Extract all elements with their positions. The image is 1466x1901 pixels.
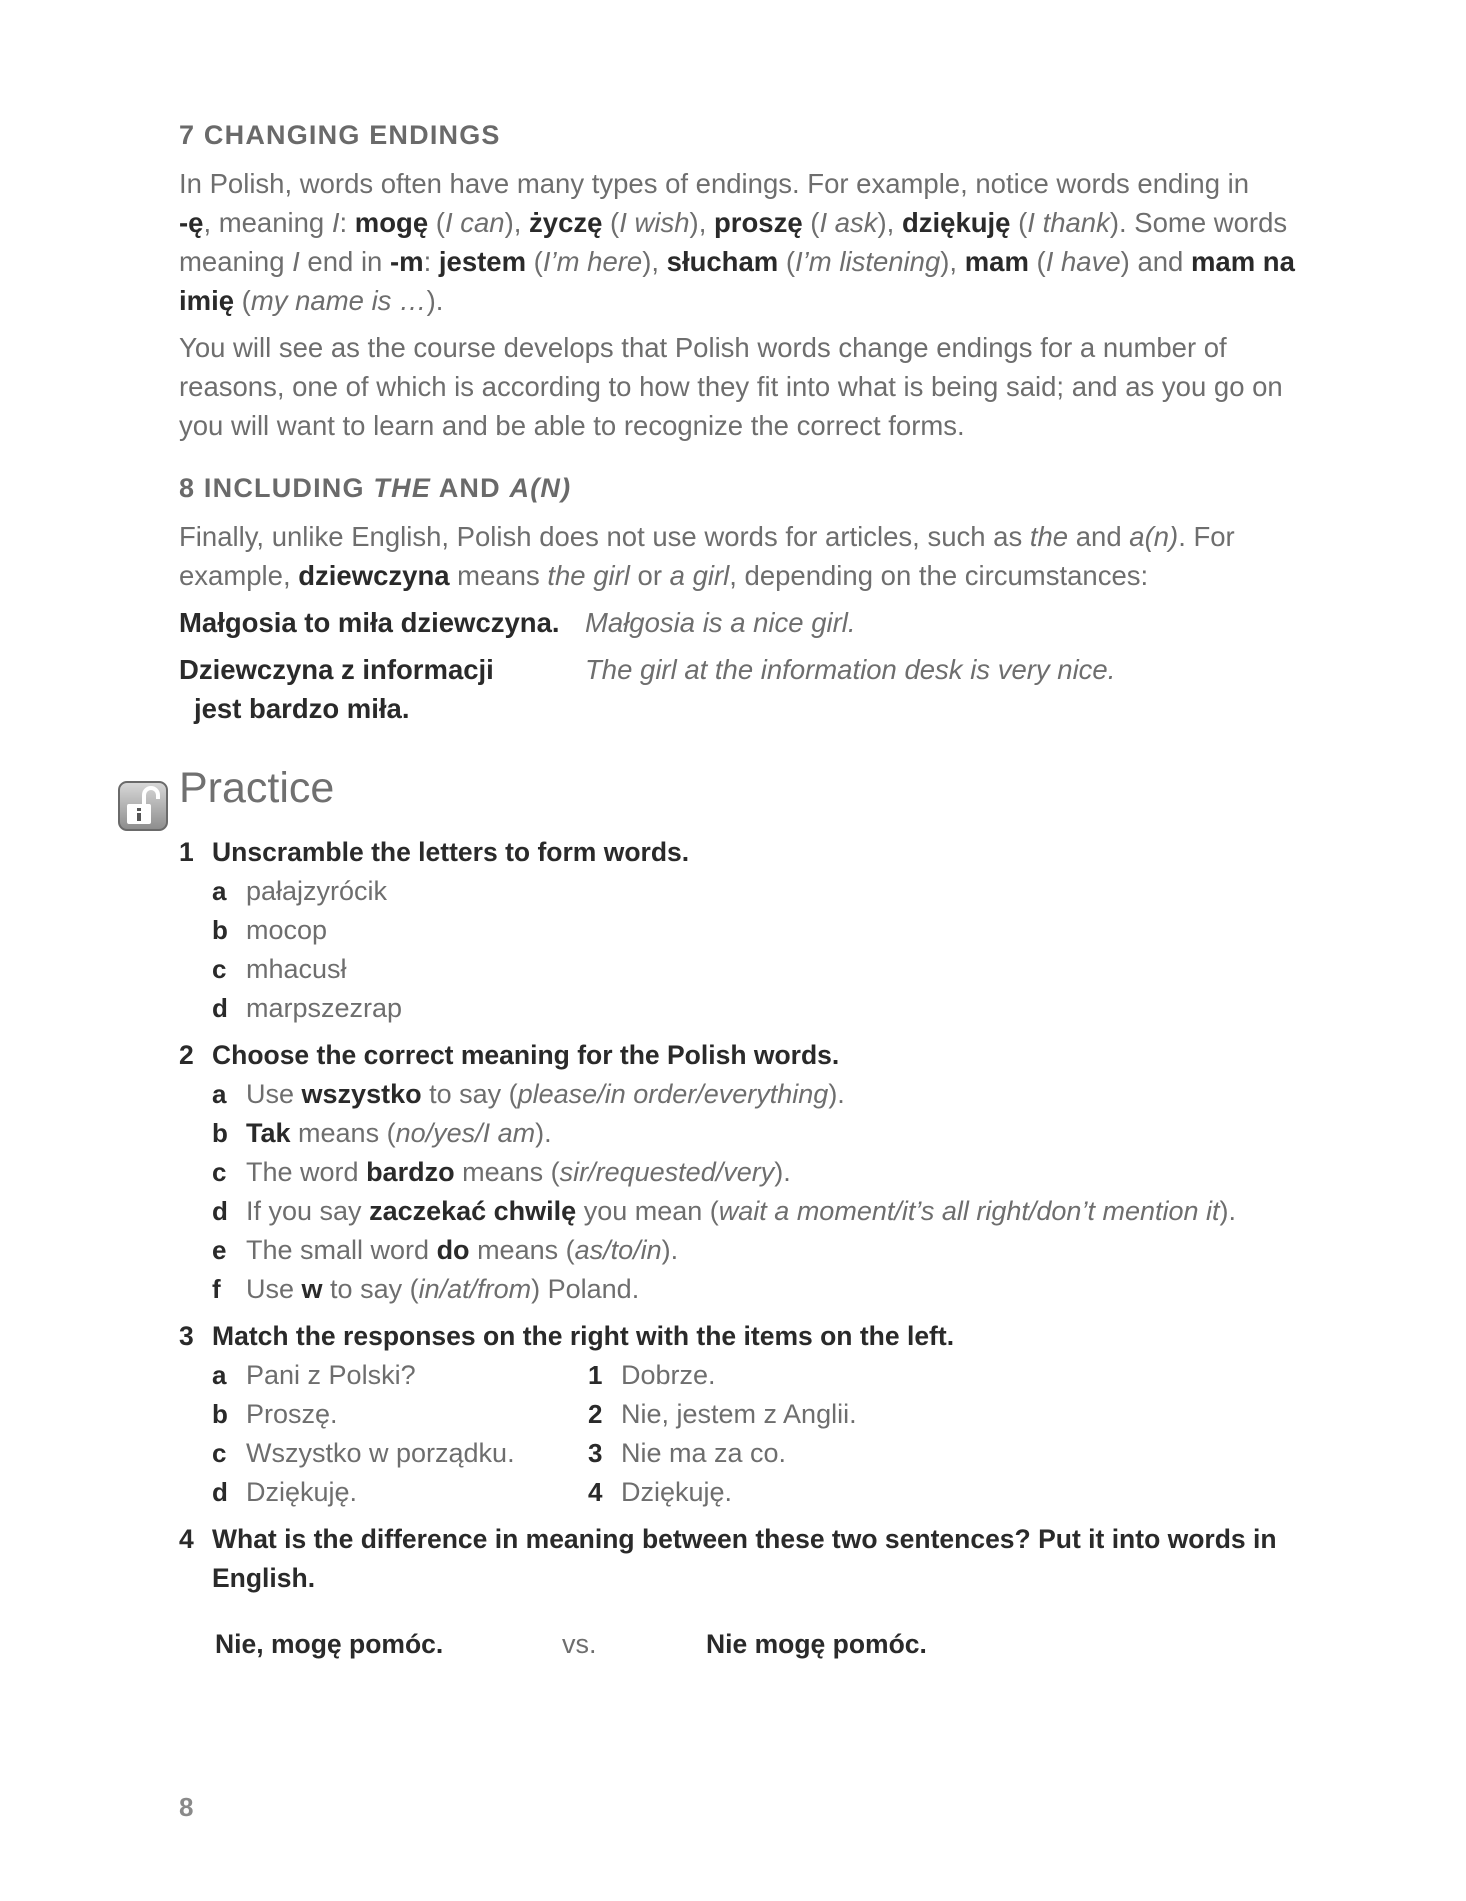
q3-right-text: Dobrze. [621, 1360, 716, 1390]
section-7-paragraph-1-line-3: meaning I end in -m: jestem (I’m here), słucham (I’m listening), mam (I have) and mam na [179, 246, 1295, 277]
question-2-text: Choose the correct meaning for the Polish words. [212, 1040, 840, 1070]
page-number: 8 [179, 1792, 194, 1822]
question-3-number: 3 [179, 1321, 194, 1351]
q1-item-text: marpszezrap [246, 993, 403, 1023]
q4-sentence-1: Nie, mogę pomóc. [215, 1629, 444, 1659]
q2-item-letter: e [212, 1235, 227, 1265]
q4-vs: vs. [562, 1629, 597, 1659]
q3-left-text: Dziękuję. [246, 1477, 358, 1507]
q2-item-text: The small word do means (as/to/in). [246, 1235, 679, 1265]
example-1-polish: Małgosia to miła dziewczyna. [179, 607, 560, 638]
example-2-english: The girl at the information desk is very nice. [585, 654, 1116, 685]
section-8-paragraph-line-2: example, dziewczyna means the girl or a girl, depending on the circumstances: [179, 560, 1149, 591]
question-1-text: Unscramble the letters to form words. [212, 837, 690, 867]
q2-item-letter: c [212, 1157, 227, 1187]
q2-item-letter: f [212, 1274, 221, 1304]
q2-item-letter: a [212, 1079, 227, 1109]
q3-right-number: 2 [588, 1399, 603, 1429]
question-3-text: Match the responses on the right with the items on the left. [212, 1321, 955, 1351]
q1-item-letter: b [212, 915, 228, 945]
q3-left-letter: c [212, 1438, 227, 1468]
example-2-polish-line-2: jest bardzo miła. [194, 693, 410, 724]
question-4-text-line-2: English. [212, 1563, 316, 1593]
section-7-paragraph-2-line-2: reasons, one of which is according to how they fit into what is being said; and as you go on [179, 371, 1283, 402]
q3-left-text: Pani z Polski? [246, 1360, 416, 1390]
q3-right-text: Nie ma za co. [621, 1438, 787, 1468]
question-1-number: 1 [179, 837, 194, 867]
question-4-text-line-1: What is the difference in meaning between these two sentences? Put it into words in [212, 1524, 1277, 1554]
section-7-paragraph-1-line-4: imię (my name is …). [179, 285, 444, 316]
q3-left-letter: d [212, 1477, 228, 1507]
q2-item-text: If you say zaczekać chwilę you mean (wait a moment/it’s all right/don’t mention it). [246, 1196, 1237, 1226]
q3-left-text: Wszystko w porządku. [246, 1438, 515, 1468]
q3-left-letter: b [212, 1399, 228, 1429]
q3-right-number: 3 [588, 1438, 603, 1468]
q2-item-text: Use w to say (in/at/from) Poland. [246, 1274, 640, 1304]
section-7-heading: 7 CHANGING ENDINGS [179, 120, 501, 150]
q4-sentence-2: Nie mogę pomóc. [706, 1629, 927, 1659]
q1-item-text: mhacusł [246, 954, 347, 984]
practice-title: Practice [179, 764, 335, 812]
section-7-paragraph-2-line-3: you will want to learn and be able to recognize the correct forms. [179, 410, 965, 441]
q2-item-letter: b [212, 1118, 228, 1148]
q3-right-number: 4 [588, 1477, 603, 1507]
q3-left-letter: a [212, 1360, 227, 1390]
section-8-paragraph-line-1: Finally, unlike English, Polish does not use words for articles, such as the and a(n). For [179, 521, 1235, 552]
section-7-paragraph-1-line-2: -ę, meaning I: mogę (I can), życzę (I wish), proszę (I ask), dziękuję (I thank). Some words [179, 207, 1288, 238]
example-2-polish-line-1: Dziewczyna z informacji [179, 654, 494, 685]
q1-item-text: mocop [246, 915, 328, 945]
section-7-paragraph-2-line-1: You will see as the course develops that Polish words change endings for a number of [179, 332, 1227, 363]
unlock-info-icon [118, 781, 168, 831]
q2-item-text: Tak means (no/yes/I am). [246, 1118, 552, 1148]
q1-item-letter: d [212, 993, 228, 1023]
example-1-english: Małgosia is a nice girl. [585, 607, 856, 638]
q2-item-letter: d [212, 1196, 228, 1226]
q2-item-text: Use wszystko to say (please/in order/everything). [246, 1079, 845, 1109]
q3-right-text: Nie, jestem z Anglii. [621, 1399, 857, 1429]
q3-left-text: Proszę. [246, 1399, 338, 1429]
q1-item-letter: c [212, 954, 227, 984]
question-4-number: 4 [179, 1524, 194, 1554]
q1-item-text: pałajzyrócik [246, 876, 388, 906]
q3-right-text: Dziękuję. [621, 1477, 733, 1507]
q1-item-letter: a [212, 876, 227, 906]
section-7-paragraph-1-line-1: In Polish, words often have many types of endings. For example, notice words ending in [179, 168, 1250, 199]
q2-item-text: The word bardzo means (sir/requested/very). [246, 1157, 791, 1187]
question-2-number: 2 [179, 1040, 194, 1070]
q3-right-number: 1 [588, 1360, 603, 1390]
section-8-heading: 8 INCLUDING THE AND A(N) [179, 473, 572, 503]
